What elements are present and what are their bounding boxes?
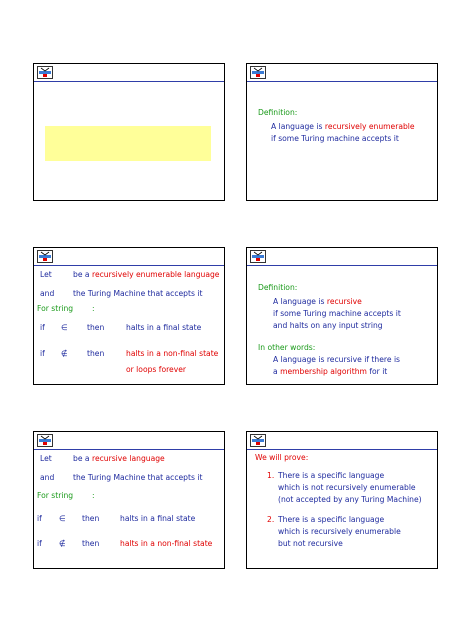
not-element-of-symbol: ∉	[59, 539, 66, 548]
highlight-box	[45, 126, 211, 161]
definition-line-1	[273, 297, 362, 306]
definition-label: Definition:	[258, 108, 298, 117]
then-label-1: then	[82, 514, 100, 523]
result-non-final-state: halts in a non-final state	[126, 349, 219, 358]
item-2-line-3: but not recursive	[278, 539, 343, 548]
definition-line-2: if some Turing machine accepts it	[271, 134, 399, 143]
slide-4	[246, 247, 438, 385]
then-label-1: then	[87, 323, 105, 332]
element-of-symbol: ∈	[59, 514, 66, 523]
definition-line-1	[271, 122, 415, 131]
term-recursively-enumerable: recursively enumerable	[324, 122, 415, 131]
let-statement	[73, 454, 165, 463]
definition-line-2: if some Turing machine accepts it	[273, 309, 401, 318]
turing-machine-logo-icon	[37, 66, 53, 79]
for-string-colon: :	[92, 304, 95, 313]
definition-text: A language is	[271, 122, 325, 131]
slide-header-rule	[34, 449, 224, 450]
term-recursive-language: recursive language	[91, 454, 165, 463]
slide-2	[246, 63, 438, 201]
let-statement	[73, 270, 219, 279]
result-final-state: halts in a final state	[126, 323, 202, 332]
and-label: and	[40, 473, 55, 482]
for-string-label: For string	[37, 491, 74, 500]
term-membership-algorithm: membership algorithm	[280, 367, 367, 376]
then-label-2: then	[87, 349, 105, 358]
item-2-line-1: There is a specific language	[278, 515, 385, 524]
slide-6	[246, 431, 438, 569]
slide-header-rule	[247, 449, 437, 450]
if-label-2: if	[40, 349, 45, 358]
item-1-line-2: which is not recursively enumerable	[278, 483, 416, 492]
slide-header-rule	[34, 81, 224, 82]
item-2-line-2: which is recursively enumerable	[278, 527, 401, 536]
other-words-line-2	[273, 367, 387, 376]
let-text: be a	[73, 270, 92, 279]
slide-header-rule	[247, 81, 437, 82]
slide-header-rule	[34, 265, 224, 266]
not-element-of-symbol: ∉	[61, 349, 68, 358]
for-string-colon: :	[92, 491, 95, 500]
turing-machine-logo-icon	[37, 434, 53, 447]
slide-header-rule	[247, 265, 437, 266]
other-words-label: In other words:	[258, 343, 316, 352]
item-1-line-3: (not accepted by any Turing Machine)	[278, 495, 422, 504]
item-number-1: 1.	[267, 471, 275, 480]
if-label-1: if	[40, 323, 45, 332]
let-text: be a	[73, 454, 92, 463]
slide-5	[33, 431, 225, 569]
if-label-2: if	[37, 539, 42, 548]
result-final-state: halts in a final state	[120, 514, 196, 523]
then-label-2: then	[82, 539, 100, 548]
let-label: Let	[40, 270, 52, 279]
definition-label: Definition:	[258, 283, 298, 292]
slide-3	[33, 247, 225, 385]
other-words-text-a: a	[273, 367, 281, 376]
element-of-symbol: ∈	[61, 323, 68, 332]
turing-machine-logo-icon	[250, 434, 266, 447]
and-label: and	[40, 289, 55, 298]
let-label: Let	[40, 454, 52, 463]
other-words-line-1: A language is recursive if there is	[273, 355, 401, 364]
if-label-1: if	[37, 514, 42, 523]
slide-1	[33, 63, 225, 201]
item-number-2: 2.	[267, 515, 275, 524]
term-recursive: recursive	[326, 297, 362, 306]
item-1-line-1: There is a specific language	[278, 471, 385, 480]
tm-statement: the Turing Machine that accepts it	[73, 473, 203, 482]
result-non-final-state: halts in a non-final state	[120, 539, 213, 548]
term-re-language: recursively enumerable language	[91, 270, 220, 279]
other-words-text-b: for it	[366, 367, 388, 376]
definition-line-3: and halts on any input string	[273, 321, 383, 330]
slide-title: We will prove:	[255, 453, 309, 462]
turing-machine-logo-icon	[250, 250, 266, 263]
for-string-label: For string	[37, 304, 74, 313]
result-loops-forever: or loops forever	[126, 365, 187, 374]
definition-text: A language is	[273, 297, 327, 306]
turing-machine-logo-icon	[250, 66, 266, 79]
tm-statement: the Turing Machine that accepts it	[73, 289, 203, 298]
turing-machine-logo-icon	[37, 250, 53, 263]
